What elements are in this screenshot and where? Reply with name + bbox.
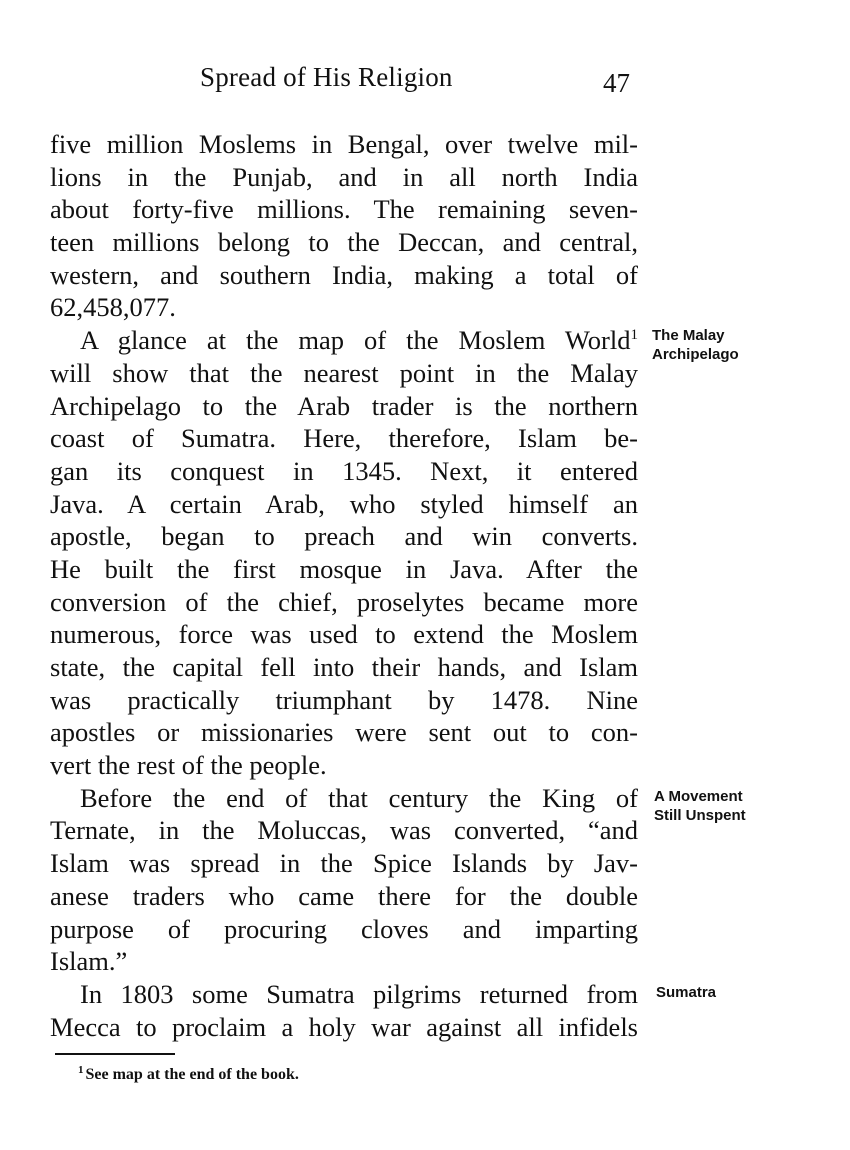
body-text	[50, 128, 638, 1043]
paragraph-4	[50, 978, 638, 1043]
footnote-divider	[55, 1053, 175, 1055]
text-line: Java. A certain Arab, who styled himself an	[50, 488, 638, 519]
side-note-line: Archipelago	[652, 346, 739, 363]
running-head: Spread of His Religion	[200, 62, 453, 92]
footnote-number: 1	[78, 1063, 84, 1076]
text-line: lions in the Punjab, and in all north India	[50, 161, 638, 192]
paragraph-2	[50, 324, 638, 782]
text-line: five million Moslems in Bengal, over twelve mil-	[50, 129, 638, 159]
footnote	[78, 1063, 299, 1084]
text-line: Archipelago to the Arab trader is the northern	[50, 390, 638, 421]
text-line: Islam was spread in the Spice Islands by Jav-	[50, 848, 638, 879]
side-note-movement-unspent	[654, 787, 746, 825]
paragraph-1	[50, 128, 638, 324]
side-note-line: A Movement	[654, 788, 743, 805]
text-line: will show that the nearest point in the Malay	[50, 357, 638, 388]
text-line: about forty-five millions. The remaining seven-	[50, 194, 638, 225]
text-line: Ternate, in the Moluccas, was converted, “and	[50, 815, 638, 846]
text-line: vert the rest of the people.	[50, 750, 327, 781]
text-line: Mecca to proclaim a holy war against all infidels	[50, 1011, 638, 1042]
page-number: 47	[603, 68, 630, 98]
side-note-malay-archipelago	[652, 326, 739, 364]
text-line: apostle, began to preach and win converts.	[50, 521, 638, 552]
side-note-line: Still Unspent	[654, 807, 746, 824]
text-line: In 1803 some Sumatra pilgrims returned from	[80, 978, 638, 1009]
text-line: state, the capital fell into their hands, and Islam	[50, 652, 638, 682]
text-line: coast of Sumatra. Here, therefore, Islam be-	[50, 423, 638, 454]
footnote-reference: 1	[630, 327, 638, 344]
text-line: He built the first mosque in Java. After the	[50, 553, 638, 584]
text-line: Islam.”	[50, 946, 128, 977]
text-line: 62,458,077.	[50, 292, 176, 323]
text-line: numerous, force was used to extend the Moslem	[50, 619, 638, 650]
text-line: teen millions belong to the Deccan, and central,	[50, 227, 638, 258]
side-note-line: The Malay	[652, 327, 725, 344]
text-line-with-footnote	[50, 324, 638, 357]
side-note-line: Sumatra	[656, 984, 717, 1001]
paragraph-3	[50, 782, 638, 978]
text-line: anese traders who came there for the double	[50, 880, 638, 911]
text-line: A glance at the map of the Moslem World	[80, 325, 631, 356]
text-line: Before the end of that century the King of	[80, 782, 638, 813]
text-line: purpose of procuring cloves and imparting	[50, 913, 638, 944]
text-line: apostles or missionaries were sent out to con-	[50, 717, 638, 748]
footnote-text: See map at the end of the book.	[85, 1066, 299, 1083]
text-line: was practically triumphant by 1478. Nine	[50, 684, 638, 715]
text-line: conversion of the chief, proselytes became more	[50, 586, 638, 617]
side-note-sumatra	[656, 983, 716, 1002]
text-line: western, and southern India, making a total of	[50, 259, 638, 290]
text-line: gan its conquest in 1345. Next, it entered	[50, 455, 638, 486]
